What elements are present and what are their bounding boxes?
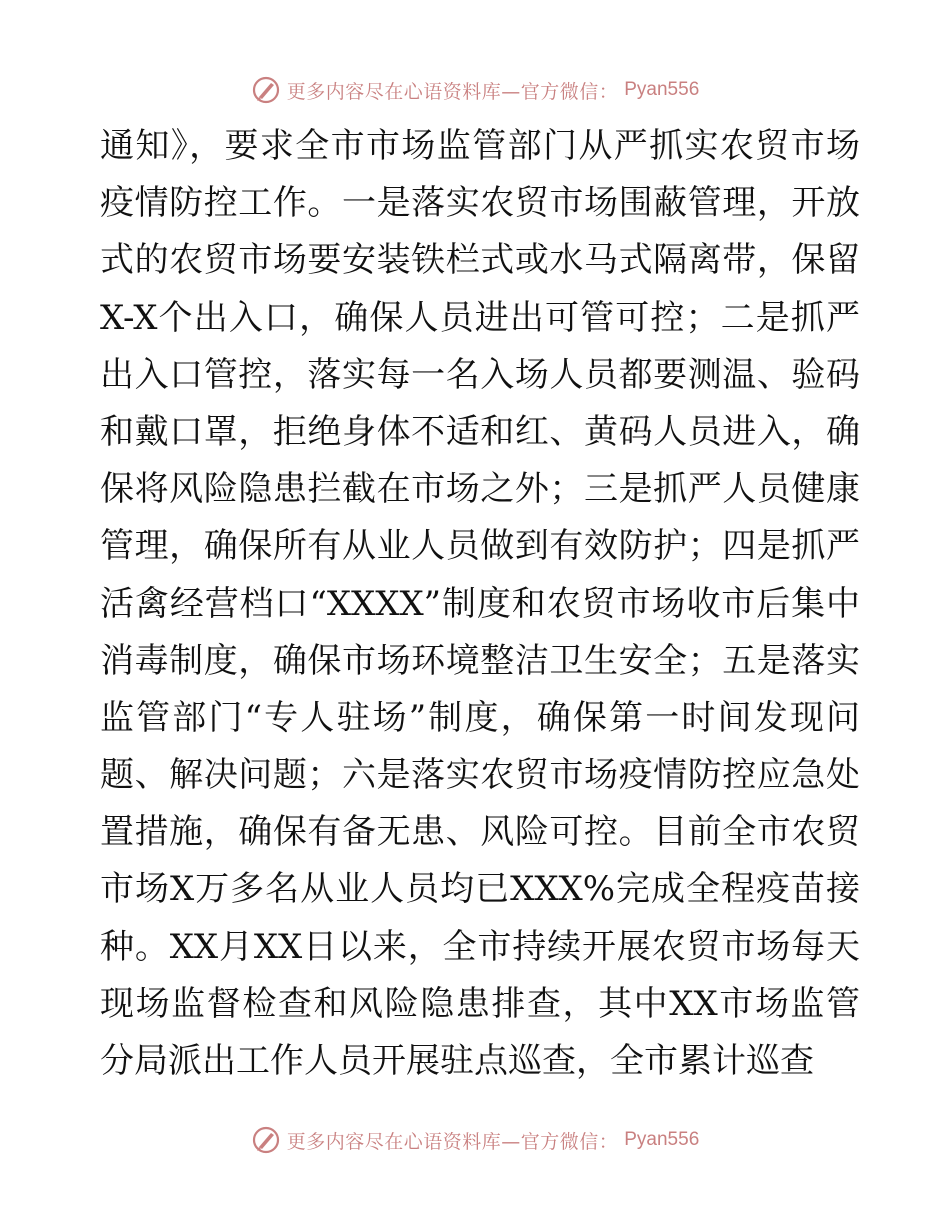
document-body (100, 118, 860, 1090)
text-line: 现场监督检查和风险隐患排查，其中XX市场监管 (100, 983, 860, 1024)
text-line: 监管部门“专人驻场”制度，确保第一时间发现问 (100, 697, 860, 738)
text-line: 疫情防控工作。一是落实农贸市场围蔽管理，开放 (100, 183, 860, 224)
text-line: 管理，确保所有从业人员做到有效防护；四是抓严 (100, 526, 860, 567)
text-line: 和戴口罩，拒绝身体不适和红、黄码人员进入，确 (100, 411, 860, 452)
text-line: 保将风险隐患拦截在市场之外；三是抓严人员健康 (100, 469, 860, 510)
watermark-id: Pyan556 (624, 79, 700, 100)
text-line: 出入口管控，落实每一名入场人员都要测温、验码 (100, 354, 860, 395)
text-line: 通知》，要求全市市场监管部门从严抓实农贸市场 (100, 126, 860, 166)
text-line: 置措施，确保有备无患、风险可控。目前全市农贸 (100, 812, 860, 853)
footer-watermark (0, 1120, 950, 1160)
text-line: 种。XX月XX日以来，全市持续开展农贸市场每天 (100, 926, 860, 967)
quill-logo-icon (251, 75, 281, 105)
watermark-id: Pyan556 (624, 1129, 700, 1150)
text-line: 消毒制度，确保市场环境整洁卫生安全；五是落实 (100, 640, 860, 681)
watermark-text: 更多内容尽在心语资料库—官方微信： (286, 80, 619, 103)
text-line: 题、解决问题；六是落实农贸市场疫情防控应急处 (100, 755, 860, 796)
text-line: 分局派出工作人员开展驻点巡查，全市累计巡查 (100, 1041, 814, 1081)
text-line: X-X个出入口，确保人员进出可管可控；二是抓严 (100, 297, 860, 338)
text-line: 市场X万多名从业人员均已XXX%完成全程疫苗接 (100, 869, 860, 910)
quill-logo-icon (251, 1125, 281, 1155)
text-line: 活禽经营档口“XXXX”制度和农贸市场收市后集中 (100, 583, 860, 624)
header-watermark (0, 70, 950, 110)
watermark-text: 更多内容尽在心语资料库—官方微信： (286, 1130, 619, 1153)
text-line: 式的农贸市场要安装铁栏式或水马式隔离带，保留 (100, 240, 860, 281)
